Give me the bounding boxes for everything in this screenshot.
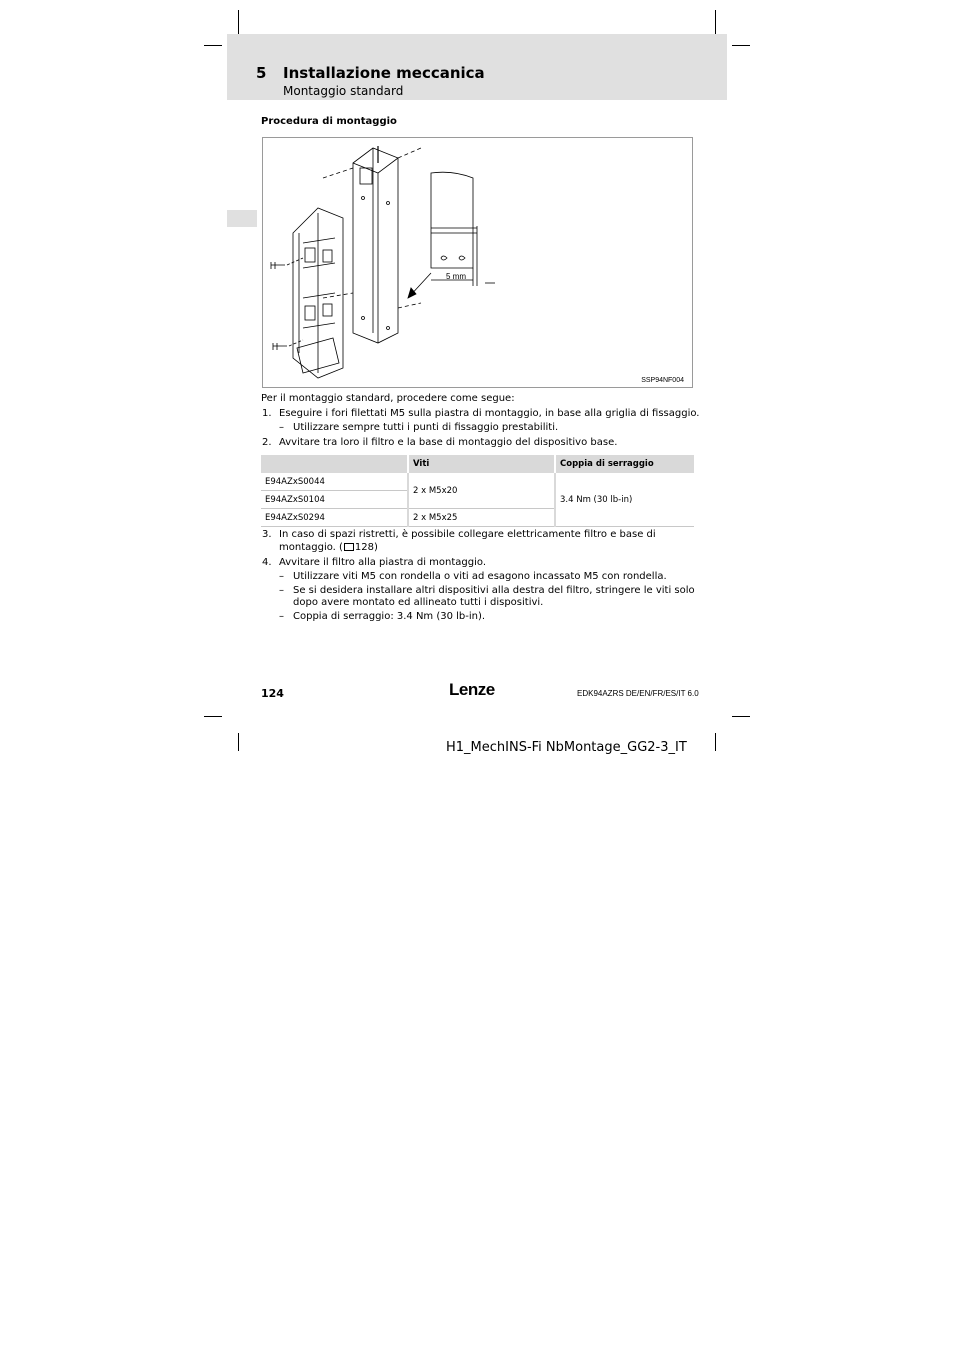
mounting-figure — [262, 137, 693, 388]
step-number: 4. — [262, 557, 272, 568]
section-title: Procedura di montaggio — [261, 116, 397, 127]
crop-mark — [732, 45, 750, 46]
chapter-title: Installazione meccanica — [283, 64, 485, 82]
crop-mark — [715, 10, 716, 34]
model-cell: E94AZxS0294 — [261, 509, 408, 527]
side-tab-marker — [227, 210, 257, 227]
figure-code: SSP94NF004 — [641, 377, 684, 384]
screws-cell: 2 x M5x20 — [408, 473, 555, 509]
step-text: Avvitare il filtro alla piastra di montaggio. — [279, 557, 487, 568]
document-reference: EDK94AZRS DE/EN/FR/ES/IT 6.0 — [577, 689, 699, 698]
dash: – — [279, 571, 284, 582]
table-header: Viti — [408, 455, 555, 473]
brand-logo: Lenze — [449, 680, 495, 699]
chapter-subtitle: Montaggio standard — [283, 84, 404, 98]
step-text-cont — [279, 541, 378, 554]
step-number: 1. — [262, 408, 272, 419]
step-subtext: Utilizzare sempre tutti i punti di fissaggio prestabiliti. — [293, 422, 559, 433]
step-text: Avvitare tra loro il filtro e la base di montaggio del dispositivo base. — [279, 437, 618, 448]
step-subtext: Se si desidera installare altri dispositivi alla destra del filtro, stringere le viti solo — [293, 585, 695, 596]
dash: – — [279, 585, 284, 596]
step-subtext: Utilizzare viti M5 con rondella o viti ad esagono incassato M5 con rondella. — [293, 571, 667, 582]
mounting-illustration — [263, 138, 692, 387]
job-identifier: H1_MechINS-Fi NbMontage_GG2-3_IT — [446, 740, 687, 755]
intro-text: Per il montaggio standard, procedere come segue: — [261, 393, 515, 404]
page-reference: 128) — [354, 542, 378, 553]
crop-mark — [238, 10, 239, 34]
step-number: 3. — [262, 529, 272, 540]
table-header — [261, 455, 408, 473]
dash: – — [279, 422, 284, 433]
book-icon — [344, 543, 354, 551]
page-number: 124 — [261, 687, 284, 700]
model-cell: E94AZxS0044 — [261, 473, 408, 491]
table-header-row — [261, 455, 694, 473]
step-text: Eseguire i fori filettati M5 sulla piastra di montaggio, in base alla griglia di fissaggio. — [279, 408, 700, 419]
step-subtext: dopo avere montato ed allineato tutti i dispositivi. — [293, 597, 544, 608]
chapter-number: 5 — [256, 64, 267, 82]
step-text-part: montaggio. ( — [279, 542, 343, 553]
step-text: In caso di spazi ristretti, è possibile collegare elettricamente filtro e base di — [279, 529, 656, 540]
torque-cell: 3.4 Nm (30 lb-in) — [555, 473, 694, 527]
table-row — [261, 473, 694, 491]
step-subtext: Coppia di serraggio: 3.4 Nm (30 lb-in). — [293, 611, 486, 622]
screws-cell: 2 x M5x25 — [408, 509, 555, 527]
crop-mark — [204, 716, 222, 717]
crop-mark — [715, 733, 716, 751]
crop-mark — [204, 45, 222, 46]
screw-table — [261, 455, 694, 527]
dash: – — [279, 611, 284, 622]
dimension-label: 5 mm — [446, 272, 466, 281]
table-header: Coppia di serraggio — [555, 455, 694, 473]
model-cell: E94AZxS0104 — [261, 491, 408, 509]
crop-mark — [238, 733, 239, 751]
crop-mark — [732, 716, 750, 717]
step-number: 2. — [262, 437, 272, 448]
